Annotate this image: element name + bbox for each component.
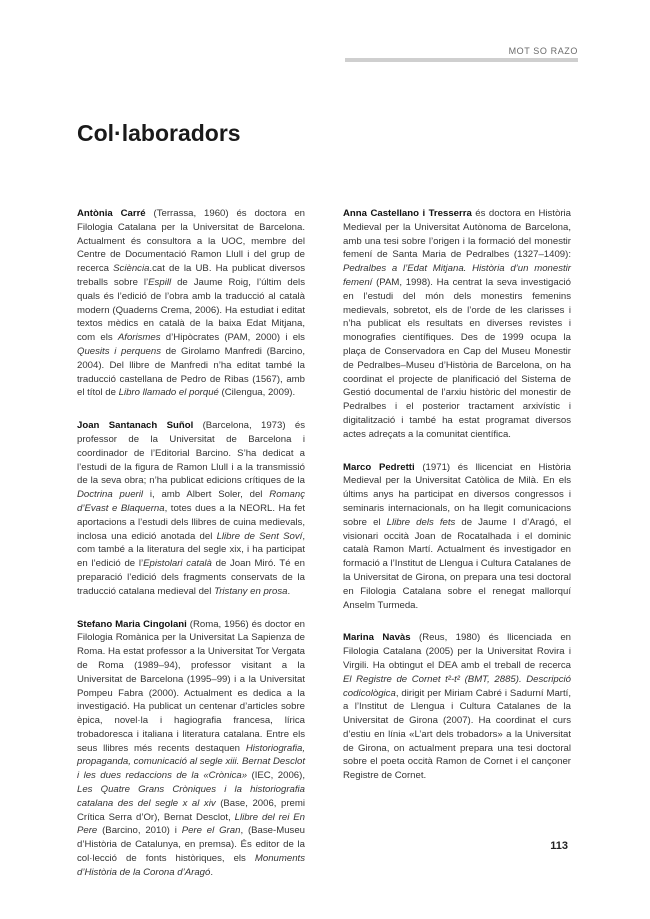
bio-text: (1971) és llicenciat en Història Medieval per la Universitat Catòlica de Milà. En els últims anys ha participat en diversos congressos i seminaris internacionals, on ha llegit comunicacions sobre el [343,461,571,528]
page-title: Col·laboradors [77,120,241,146]
contributor-bio [77,618,305,880]
contributor-name: Stefano Maria Cingolani [77,618,187,630]
bio-text-italic: Doctrina pueril [77,489,144,501]
bio-text: (IEC, 2006), [247,770,305,782]
contributor-bio [343,207,571,442]
bio-text: .cat de la UB. Ha publicat diversos treballs sobre l’ [77,263,305,288]
bio-text: (Terrassa, 1960) és doctora en Filologia Catalana per la Universitat de Barcelona. Actualment és consultora a la UOC, membre del Centre de Documentació Ramon Llull i del grup de recerca [77,208,305,275]
left-column [77,207,305,899]
bio-text-italic: Historiografia, propaganda, comunicació al segle xiii. Bernat Desclot i les dues redaccions de la «Crònica» [77,742,305,782]
bio-text: (PAM, 1998). Ha centrat la seva investigació en l’estudi del món dels monestirs femenins medievals, sobretot, els de l’orde de les clarisses i n’ha publicat els resultats en diverses revistes i monografies científiques. Des de 1999 ocupa la plaça de Conservadora en Cap del Museu Monestir de Pedralbes–Museu d’Història de Barcelona, on ha coordinat el projecte de planificació del Sistema de Gestió documental de l’arxiu històric del monestir de Pedralbes i el posterior tractament arxivístic i digitalització i també ha estat programat diversos actes adreçats a la comunitat científica. [343,276,571,440]
bio-text-italic: Pedralbes a l’Edat Mitjana. Història d’un monestir femení [343,263,571,288]
bio-text-italic: Les Quatre Grans Cròniques i la historiografia catalana des del segle x al xiv [77,784,305,809]
bio-text: (Reus, 1980) és llicenciada en Filologia Catalana (2005) per la Universitat Rovira i Virgili. Ha obtingut el DEA amb el treball de recerca [343,632,571,671]
contributor-name: Antònia Carré [77,208,146,219]
bio-text-italic: Epistolari català [143,558,212,570]
contributor-name: Marco Pedretti [343,461,415,473]
bio-text: de Jaume I d’Aragó, el visionari occità Joan de Rocatalhada i el dominic català Ramon Martí. Actualment és investigador en formació a l’Institut de Llengua i Cultura Catalanes de la Universitat de Girona, on prepara una tesi doctoral en Filologia Catalana sobre el renegat mallorquí Anselm Turmeda. [343,516,572,611]
bio-text-italic: Llibre de Sent Soví [216,530,303,542]
running-header: MOT SO RAZO [508,46,578,56]
bio-text: de Jaume Roig, l’últim dels quals és l’edició de l’obra amb la traducció al català modern (Quaderns Crema, 2006). Ha estudiat i editat textos mèdics en català de la baixa Edat Mitjana, com els [77,276,305,344]
bio-text-italic: Llibre dels fets [386,516,456,528]
bio-text: és doctora en Història Medieval per la Universitat Autònoma de Barcelona, amb una tesi sobre l’origen i la formació del monestir femení de Santa Maria de Pedralbes (1327–1409): [343,208,572,261]
bio-text-italic: Llibre del rei En Pere [77,811,305,837]
right-column [343,207,571,802]
bio-text: de Joan Miró. Té en preparació l’edició dels fragments conservats de la traducció catalana medieval del [77,558,305,597]
bio-text-italic: Monuments d’Història de la Corona d’Aragó [77,853,305,878]
bio-text-italic: Libro llamado el porqué [118,387,219,399]
bio-text: (Barcelona, 1973) és professor de la Universitat de Barcelona i coordinador de l’Editorial Barcino. S’ha dedicat a l’estudi de la figura de Ramon Llull i a la transmissió de la seva obra; n’ha publicat edicions crítiques de la [77,420,306,487]
contributor-name: Marina Navàs [343,632,411,644]
bio-text: , (Base-Museu d’Història de Catalunya, en premsa). És editor de la col·lecció de fonts històriques, els [77,825,305,865]
bio-text-italic: El Registre de Cornet t²-t² (BMT, 2885). Descripció codicològica [343,673,571,699]
bio-text: d’Hipòcrates (PAM, 2000) i els [160,332,305,344]
page-number: 113 [550,840,568,852]
contributor-bio [77,419,305,598]
bio-text-italic: Pere el Gran [181,825,241,837]
bio-text-italic: Aforismes [117,332,161,344]
bio-text: (Barcino, 2010) i [97,825,182,837]
contributor-bio [77,207,305,400]
contributor-bio [343,461,571,613]
contributor-bio [343,631,571,783]
bio-text: . [210,866,213,878]
bio-text: , totes dues a la NEORL. Ha fet aportacions a l’estudi dels llibres de cuina medievals, inclosa una edició anotada del [77,502,305,542]
header-rule [345,58,578,62]
bio-text-italic: Tristany en prosa [214,585,288,597]
contributor-name: Joan Santanach Suñol [77,420,194,432]
bio-text: de Girolamo Manfredi (Barcino, 2004). Del llibre de Manfredi n’ha editat també la traducció castellana de Pedro de Ribas (1567), amb el títol de [77,345,306,399]
contributor-name: Anna Castellano i Tresserra [343,208,472,219]
bio-text: . [287,585,291,597]
bio-text-italic: Sciència [113,263,150,275]
bio-text: i, amb Albert Soler, del [143,489,270,501]
bio-text-italic: Quesits i perquens [77,345,162,357]
bio-text-italic: Espill [148,276,172,288]
bio-text: (Base, 2006, premi Crítica Serra d’Or), Bernat Desclot, [77,797,305,823]
bio-text: (Cilengua, 2009). [218,387,296,399]
bio-text: , dirigit per Miriam Cabré i Sadurní Martí, a l’Institut de Llengua i Cultura Catalanes de la Universitat de Girona (2007). Ha coordinat el curs d’estiu en línia «L’art dels trobadors» a la Universitat de Girona, on actualment prepara una tesi doctoral sobre el poeta occità Ramon de Cornet i el cançoner Registre de Cornet. [343,687,571,782]
bio-text: (Roma, 1956) és doctor en Filologia Romànica per la Universitat La Sapienza de Roma. Ha estat professor a la Universitat Tor Vergata de Roma (1989–94), professor visitant a la Universitat de Barcelona (1995–99) i a la Universitat Pompeu Fabra (2000). Actualment es dedica a la investigació. Ha publicat un centenar d’articles sobre èpica, novel·la i hagiografia francesa, lírica trobadoresca i italiana i literatura catalana. Entre els seus llibres més recents destaquen [77,618,305,754]
bio-text: , com també a la literatura del segle xix, i ha participat en l’edició de l’ [77,530,305,570]
bio-text-italic: Romanç d’Evast e Blaquerna [77,489,305,514]
